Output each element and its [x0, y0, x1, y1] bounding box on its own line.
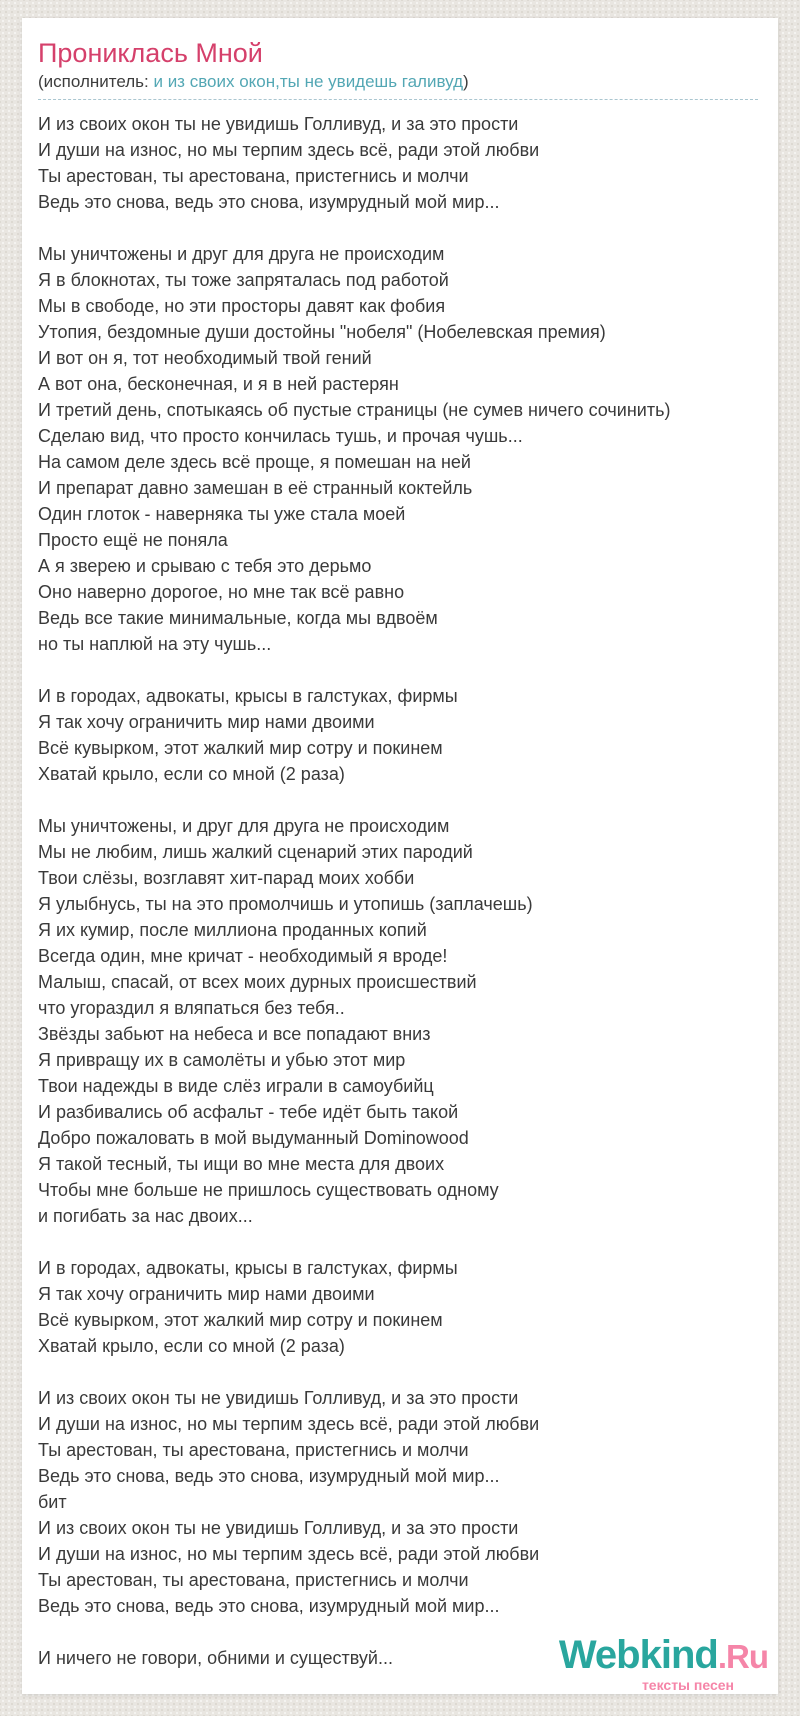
lyric-line: На самом деле здесь всё проще, я помешан на ней — [38, 452, 471, 472]
lyric-line: Мы не любим, лишь жалкий сценарий этих пародий — [38, 842, 473, 862]
lyric-line: Ведь это снова, ведь это снова, изумрудный мой мир... — [38, 1596, 500, 1616]
lyric-line: Ты арестован, ты арестована, пристегнись и молчи — [38, 1570, 469, 1590]
webkind-logo[interactable] — [551, 1633, 768, 1693]
lyric-line: И в городах, адвокаты, крысы в галстуках, фирмы — [38, 1258, 458, 1278]
lyric-line: и погибать за нас двоих... — [38, 1206, 253, 1226]
lyric-line: Добро пожаловать в мой выдуманный Dominowood — [38, 1128, 469, 1148]
lyric-line: Ведь это снова, ведь это снова, изумрудный мой мир... — [38, 1466, 500, 1486]
artist-line — [38, 71, 758, 100]
lyric-line: Звёзды забьют на небеса и все попадают вниз — [38, 1024, 431, 1044]
lyric-line: Хватай крыло, если со мной (2 раза) — [38, 1336, 345, 1356]
lyric-line — [38, 215, 758, 241]
lyric-line: И вот он я, тот необходимый твой гений — [38, 348, 372, 368]
lyric-line: И разбивались об асфальт - тебе идёт быть такой — [38, 1102, 459, 1122]
lyric-line: Мы уничтожены, и друг для друга не происходим — [38, 816, 450, 836]
page-title: Прониклась Мной — [38, 38, 263, 68]
lyric-line: что угораздил я вляпаться без тебя.. — [38, 998, 345, 1018]
lyric-line: Чтобы мне больше не пришлось существовать одному — [38, 1180, 499, 1200]
lyric-line: Сделаю вид, что просто кончилась тушь, и прочая чушь... — [38, 426, 523, 446]
lyric-line: И третий день, спотыкаясь об пустые страницы (не сумев ничего сочинить) — [38, 400, 671, 420]
lyrics-text — [38, 111, 758, 1671]
lyric-line: Оно наверно дорогое, но мне так всё равно — [38, 582, 405, 602]
lyric-line: Хватай крыло, если со мной (2 раза) — [38, 764, 345, 784]
lyric-line: бит — [38, 1492, 67, 1512]
lyric-line: Утопия, бездомные души достойны "нобеля" (Нобелевская премия) — [38, 322, 606, 342]
lyric-line: А я зверею и срываю с тебя это дерьмо — [38, 556, 372, 576]
logo-brand-text: Webkind — [558, 1633, 718, 1677]
lyric-line: И препарат давно замешан в её странный коктейль — [38, 478, 473, 498]
lyric-line: И души на износ, но мы терпим здесь всё, ради этой любви — [38, 1414, 540, 1434]
lyric-line: Всегда один, мне кричат - необходимый я вроде! — [38, 946, 448, 966]
lyric-line: Малыш, спасай, от всех моих дурных происшествий — [38, 972, 477, 992]
lyric-line: И из своих окон ты не увидишь Голливуд, и за это прости — [38, 114, 519, 134]
lyric-line: И из своих окон ты не увидишь Голливуд, и за это прости — [38, 1518, 519, 1538]
logo-tagline-text: тексты песен — [641, 1677, 734, 1693]
lyric-line: И из своих окон ты не увидишь Голливуд, и за это прости — [38, 1388, 519, 1408]
artist-label-open: (исполнитель: — [38, 72, 154, 91]
lyric-line: Мы в свободе, но эти просторы давят как фобия — [38, 296, 446, 316]
artist-label-close: ) — [463, 72, 469, 91]
lyrics-card — [22, 18, 778, 1694]
lyric-line: Твои слёзы, возглавят хит-парад моих хобби — [38, 868, 415, 888]
lyric-line: Всё кувырком, этот жалкий мир сотру и покинем — [38, 1310, 443, 1330]
lyric-line: Я улыбнусь, ты на это промолчишь и утопишь (заплачешь) — [38, 894, 533, 914]
lyric-line — [38, 787, 758, 813]
lyric-line — [38, 1229, 758, 1255]
lyric-line: Я их кумир, после миллиона проданных копий — [38, 920, 427, 940]
lyric-line: А вот она, бесконечная, и я в ней растерян — [38, 374, 399, 394]
lyric-line: Просто ещё не поняла — [38, 530, 228, 550]
lyric-line: Всё кувырком, этот жалкий мир сотру и покинем — [38, 738, 443, 758]
lyric-line: Мы уничтожены и друг для друга не происходим — [38, 244, 445, 264]
lyric-line: И души на износ, но мы терпим здесь всё, ради этой любви — [38, 1544, 540, 1564]
lyric-line: Я привращу их в самолёты и убью этот мир — [38, 1050, 406, 1070]
lyric-line: Ведь все такие минимальные, когда мы вдвоём — [38, 608, 438, 628]
artist-link[interactable]: и из своих окон,ты не увидешь галивуд — [153, 72, 463, 91]
lyric-line: И души на износ, но мы терпим здесь всё, ради этой любви — [38, 140, 540, 160]
lyric-line: но ты наплюй на эту чушь... — [38, 634, 272, 654]
lyric-line — [38, 1359, 758, 1385]
lyric-line: Один глоток - наверняка ты уже стала моей — [38, 504, 406, 524]
lyric-line: Я такой тесный, ты ищи во мне места для двоих — [38, 1154, 445, 1174]
lyric-line: Я так хочу ограничить мир нами двоими — [38, 1284, 375, 1304]
webkind-logo-wordmark — [558, 1633, 768, 1682]
lyric-line: Твои надежды в виде слёз играли в самоубийц — [38, 1076, 434, 1096]
lyric-line: И ничего не говори, обними и существуй... — [38, 1648, 393, 1668]
lyric-line: Я так хочу ограничить мир нами двоими — [38, 712, 375, 732]
lyric-line: Я в блокнотах, ты тоже запряталась под работой — [38, 270, 449, 290]
lyric-line: Ты арестован, ты арестована, пристегнись и молчи — [38, 166, 469, 186]
lyric-line: Ты арестован, ты арестована, пристегнись и молчи — [38, 1440, 469, 1460]
logo-tld-text: .Ru — [717, 1638, 768, 1675]
lyric-line — [38, 657, 758, 683]
lyric-line: И в городах, адвокаты, крысы в галстуках, фирмы — [38, 686, 458, 706]
lyric-line: Ведь это снова, ведь это снова, изумрудный мой мир... — [38, 192, 500, 212]
